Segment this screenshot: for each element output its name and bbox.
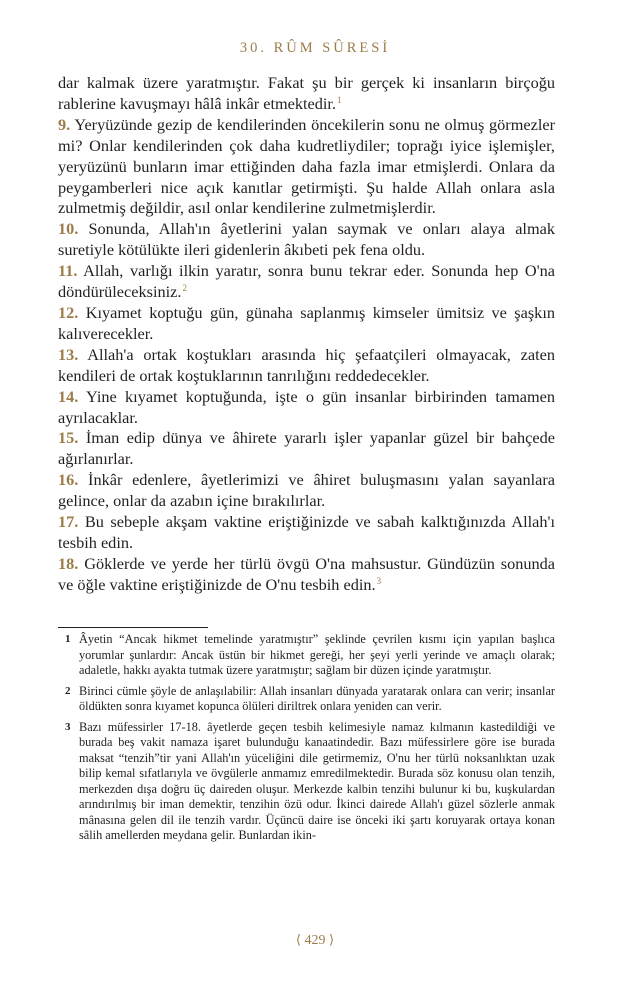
verse-number: 13. xyxy=(58,344,79,364)
verse-text: İman edip dünya ve âhirete yararlı işler yapanlar güzel bir bahçede ağırlanırlar. xyxy=(58,428,555,469)
verse-number: 16. xyxy=(58,470,79,490)
verse-9 xyxy=(58,115,555,220)
verse-text: Bu sebeple akşam vaktine eriştiğinizde ve sabah kalktığınızda Allah'ı tesbih edin. xyxy=(58,512,556,552)
verse-text: Allah'a ortak koştukları arasında hiç şefaatçileri olmayacak, zaten kendileri de ortak koştuklarının tanrılığını reddedecekler. xyxy=(58,344,555,385)
footnote-number: 3 xyxy=(65,720,71,733)
verse-number: 12. xyxy=(58,302,79,322)
verse-text: İnkâr edenlere, âyetlerimizi ve âhiret buluşmasını yalan sayanlara gelince, onlar da azabın içine bırakılırlar. xyxy=(58,470,555,511)
verse-17 xyxy=(58,512,555,554)
footnote-ref-1[interactable]: 1 xyxy=(337,94,342,105)
verse-text: Yine kıyamet koptuğunda, işte o gün insanlar birbirinden tamamen ayrılacaklar. xyxy=(58,386,556,427)
footnote-3 xyxy=(58,720,555,844)
footnote-ref-2[interactable]: 2 xyxy=(182,283,187,294)
verse-text: Sonunda, Allah'ın âyetlerini yalan saymak ve onları alaya almak suretiyle kötülükte ileri gidenlerin âkıbeti pek fena oldu. xyxy=(58,219,555,260)
footnote-text: Bazı müfessirler 17-18. âyetlerde geçen tesbih kelimesiyle namaz kılmanın kastedildiği ve burada beş vakit namaza işaret bulunduğu kanaatindedir. Bazı müfessirlere göre ise burada maksat “tenzih”tir yani Allah'ın yüceliğini dile getirmemiz, O'nu her türlü noksanlıktan uzak bilip kemal sıfatlarıyla ve övgülerle anmamız emredilmektedir. Burada söz konusu olan tenzih, merkezden dışa doğru üç daireden oluşur. Merkezde kalbin tenzihi bulunur ki bu, kuşkulardan arındırılmış bir iman demektir, tenzihin özü odur. İkinci dairede Allah'ı güzel sözlerle anmak mânasına gelen dil ile tenzih vardır. Üçüncü daire ise önceki iki şartı koruyarak ortaya konan sâlih amellerden meydana gelir. Bunlardan ikin- xyxy=(79,719,555,842)
verse-number: 11. xyxy=(58,261,78,281)
verse-10 xyxy=(58,219,555,261)
verse-13 xyxy=(58,345,555,387)
footnote-1 xyxy=(58,632,555,679)
verse-8-continuation xyxy=(58,73,555,115)
verse-number: 18. xyxy=(58,553,79,573)
verse-number: 9. xyxy=(58,114,71,134)
footnote-text: Âyetin “Ancak hikmet temelinde yaratmıştır” şeklinde çevrilen kısmı için yapılan başlıca yorumlar şunlardır: Ancak üstün bir hikmet gereği, her şeyi yerli yerinde ve amaçlı olarak; adaletle, hakkı ayakta tutmak üzere yaratmıştır; sağlam bir düzen içinde yaratmıştır. xyxy=(79,632,555,677)
footnote-text: Birinci cümle şöyle de anlaşılabilir: Allah insanları dünyada yaratarak onlara can verir; insanlar öldükten sonra kıyamet kopunca ölüleri diriltrek onlara yeniden can verir. xyxy=(79,683,555,713)
footnote-2 xyxy=(58,684,555,715)
folio-left-ornament: ⟨ xyxy=(295,932,301,947)
verse-18 xyxy=(58,554,555,596)
verse-text-block xyxy=(58,73,555,596)
verse-text: dar kalmak üzere yaratmıştır. Fakat şu bir gerçek ki insanların birçoğu rablerine kavuşmayı hâlâ inkâr etmektedir. xyxy=(58,73,555,113)
folio-right-ornament: ⟩ xyxy=(329,932,335,947)
verse-16 xyxy=(58,470,555,512)
verse-11 xyxy=(58,261,555,303)
footnote-divider xyxy=(58,627,208,628)
page-number xyxy=(0,932,630,949)
page-number-value: 429 xyxy=(304,933,326,948)
verse-number: 17. xyxy=(58,512,79,532)
footnote-number: 1 xyxy=(65,633,71,645)
verse-text: Allah, varlığı ilkin yaratır, sonra bunu tekrar eder. Sonunda hep O'na döndürüleceksiniz. xyxy=(58,261,555,302)
verse-text: Yeryüzünde gezip de kendilerinden öncekilerin sonu ne olmuş görmezler mi? Onlar kendilerinden çok daha kudretliydiler; toprağı iyice işlemişler, yeryüzünü bunların imar ettiğinden daha fazla imar etmişlerdi. Onlara da peygamberleri nice açık kanıtlar getirmişti. Şu halde Allah onlara asla zulmetmiş değildir, asıl onlar kendilerine zulmetmişlerdir. xyxy=(58,114,556,218)
verse-14 xyxy=(58,387,555,429)
verse-15 xyxy=(58,428,555,470)
running-head: 30. RÛM SÛRESİ xyxy=(239,40,391,56)
verse-text: Göklerde ve yerde her türlü övgü O'na mahsustur. Gündüzün sonunda ve öğle vaktine eriştiğinizde de O'nu tesbih edin. xyxy=(58,553,555,594)
footnote-number: 2 xyxy=(65,684,71,697)
verse-number: 15. xyxy=(58,428,79,448)
footnote-ref-3[interactable]: 3 xyxy=(376,575,382,586)
verse-12 xyxy=(58,303,555,345)
verse-text: Kıyamet koptuğu gün, günaha saplanmış kimseler ümitsiz ve şaşkın kalıverecekler. xyxy=(58,302,555,343)
verse-number: 14. xyxy=(58,386,79,406)
footnotes-block xyxy=(58,632,555,849)
verse-number: 10. xyxy=(58,219,79,239)
